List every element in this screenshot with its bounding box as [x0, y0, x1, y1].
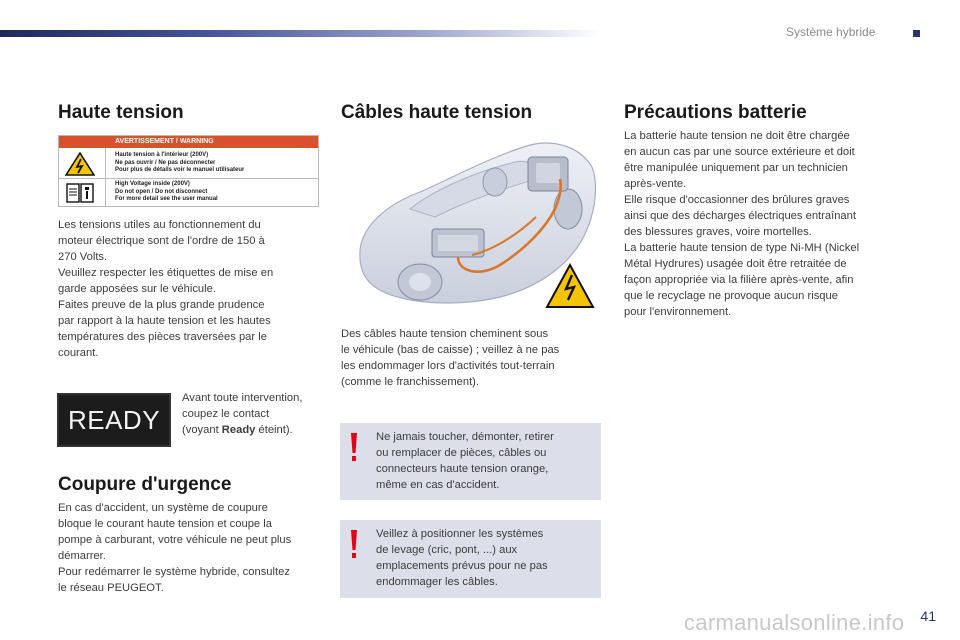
warning-label-fr	[59, 150, 318, 178]
warning-line-en-1: High Voltage inside (200V)	[115, 181, 190, 187]
paragraph-line: des blessures graves, voire mortelles.	[624, 226, 812, 238]
paragraph-line: Faites preuve de la plus grande prudence	[58, 299, 265, 311]
ready-line-2: coupez le contact	[182, 408, 270, 420]
ready-line-3-post: éteint).	[255, 424, 293, 436]
paragraph-line: Veuillez respecter les étiquettes de mise en	[58, 267, 274, 279]
warning-text-en	[115, 181, 218, 204]
warning-label-en	[59, 179, 318, 207]
paragraph-line: La batterie haute tension ne doit être chargée	[624, 130, 850, 142]
ready-bold-word: Ready	[221, 424, 256, 436]
paragraph-line: Des câbles haute tension cheminent sous	[341, 328, 549, 340]
paragraph-line: Elle risque d'occasionner des brûlures graves	[624, 194, 850, 206]
notice-line: même en cas d'accident.	[376, 479, 500, 491]
notice-line: de levage (cric, pont, ...) aux	[376, 544, 518, 556]
ready-line-1: Avant toute intervention,	[182, 392, 303, 404]
warning-line-fr-3: Pour plus de détails voir le manuel utilisateur	[115, 167, 245, 174]
ready-indicator-badge: READY	[57, 393, 171, 447]
paragraph-line: le réseau PEUGEOT.	[58, 582, 164, 594]
paragraph-line: en aucun cas par une source extérieure et doit	[624, 146, 855, 158]
precautions-paragraph	[624, 128, 894, 320]
coupure-urgence-title: Coupure d'urgence	[58, 474, 232, 495]
ready-line-3	[182, 422, 322, 438]
notice-line: Ne jamais toucher, démonter, retirer	[376, 431, 554, 443]
cables-title: Câbles haute tension	[341, 102, 533, 123]
paragraph-line: 270 Volts.	[58, 251, 108, 263]
notice-line: endommager les câbles.	[376, 576, 498, 588]
warning-label-header: AVERTISSEMENT / WARNING	[59, 136, 318, 148]
notice-text	[376, 429, 554, 493]
notice-line: Veillez à positionner les systèmes	[376, 528, 544, 540]
paragraph-line: façon appropriée via la filière après-vente, afin	[624, 274, 854, 286]
paragraph-line: que le recyclage ne provoque aucun risque	[624, 290, 838, 302]
header-bar	[0, 30, 600, 37]
notice-line: ou remplacer de pièces, câbles ou	[376, 447, 547, 459]
notice-line: connecteurs haute tension orange,	[376, 463, 549, 475]
paragraph-line: pour l'environnement.	[624, 306, 732, 318]
ready-instruction	[182, 390, 322, 438]
warning-line-fr-2: Ne pas ouvrir / Ne pas déconnecter	[115, 159, 216, 166]
cables-paragraph	[341, 326, 591, 390]
paragraph-line: garde apposées sur le véhicule.	[58, 283, 216, 295]
paragraph-line: pompe à carburant, votre véhicule ne peut plus	[58, 534, 292, 546]
paragraph-line: Métal Hydrures) usagée doit être retraitée de	[624, 258, 847, 270]
coupure-paragraph	[58, 500, 323, 596]
notice-box-lifting	[340, 520, 601, 598]
notice-line: emplacements prévus pour ne pas	[376, 560, 548, 572]
paragraph-line: démarrer.	[58, 550, 106, 562]
watermark-text: carmanualsonline.info	[684, 610, 905, 635]
section-title: Système hybride	[786, 25, 876, 39]
paragraph-line: moteur électrique sont de l'ordre de 150 à	[58, 235, 265, 247]
exclamation-icon	[349, 433, 359, 463]
haute-tension-title: Haute tension	[58, 102, 184, 123]
paragraph-line: courant.	[58, 347, 99, 359]
car-cable-illustration	[340, 137, 602, 315]
haute-tension-paragraph	[58, 217, 318, 361]
paragraph-line: Pour redémarrer le système hybride, consultez	[58, 566, 290, 578]
warning-line-fr-1: Haute tension à l'intérieur (200V)	[115, 152, 209, 158]
paragraph-line: températures des pièces traversées par le	[58, 331, 267, 343]
paragraph-line: après-vente.	[624, 178, 687, 190]
warning-line-en-3: For more detail see the user manual	[115, 196, 218, 203]
paragraph-line: La batterie haute tension de type Ni-MH (Nickel	[624, 242, 860, 254]
high-voltage-warning-icon	[65, 152, 95, 176]
paragraph-line: le véhicule (bas de caisse) ; veillez à ne pas	[341, 344, 560, 356]
exclamation-icon	[349, 530, 359, 560]
ready-line-3-pre: (voyant	[182, 424, 222, 436]
paragraph-line: Les tensions utiles au fonctionnement du	[58, 219, 261, 231]
page-number: 41	[920, 608, 936, 624]
paragraph-line: les endommager lors d'activités tout-terrain	[341, 360, 555, 372]
paragraph-line: être manipulée uniquement par un technicien	[624, 162, 848, 174]
paragraph-line: ainsi que des décharges électriques entraînant	[624, 210, 856, 222]
warning-line-en-2: Do not open / Do not disconnect	[115, 188, 208, 195]
notice-text	[376, 526, 548, 590]
paragraph-line: (comme le franchissement).	[341, 376, 480, 388]
notice-box-cables	[340, 423, 601, 500]
paragraph-line: par rapport à la haute tension et les hautes	[58, 315, 271, 327]
warning-text-fr	[115, 152, 244, 175]
precautions-title: Précautions batterie	[624, 102, 807, 123]
paragraph-line: En cas d'accident, un système de coupure	[58, 502, 268, 514]
warning-label	[58, 135, 319, 207]
paragraph-line: bloque le courant haute tension et coupe la	[58, 518, 272, 530]
read-manual-icon	[65, 181, 95, 205]
header-square	[913, 30, 920, 37]
